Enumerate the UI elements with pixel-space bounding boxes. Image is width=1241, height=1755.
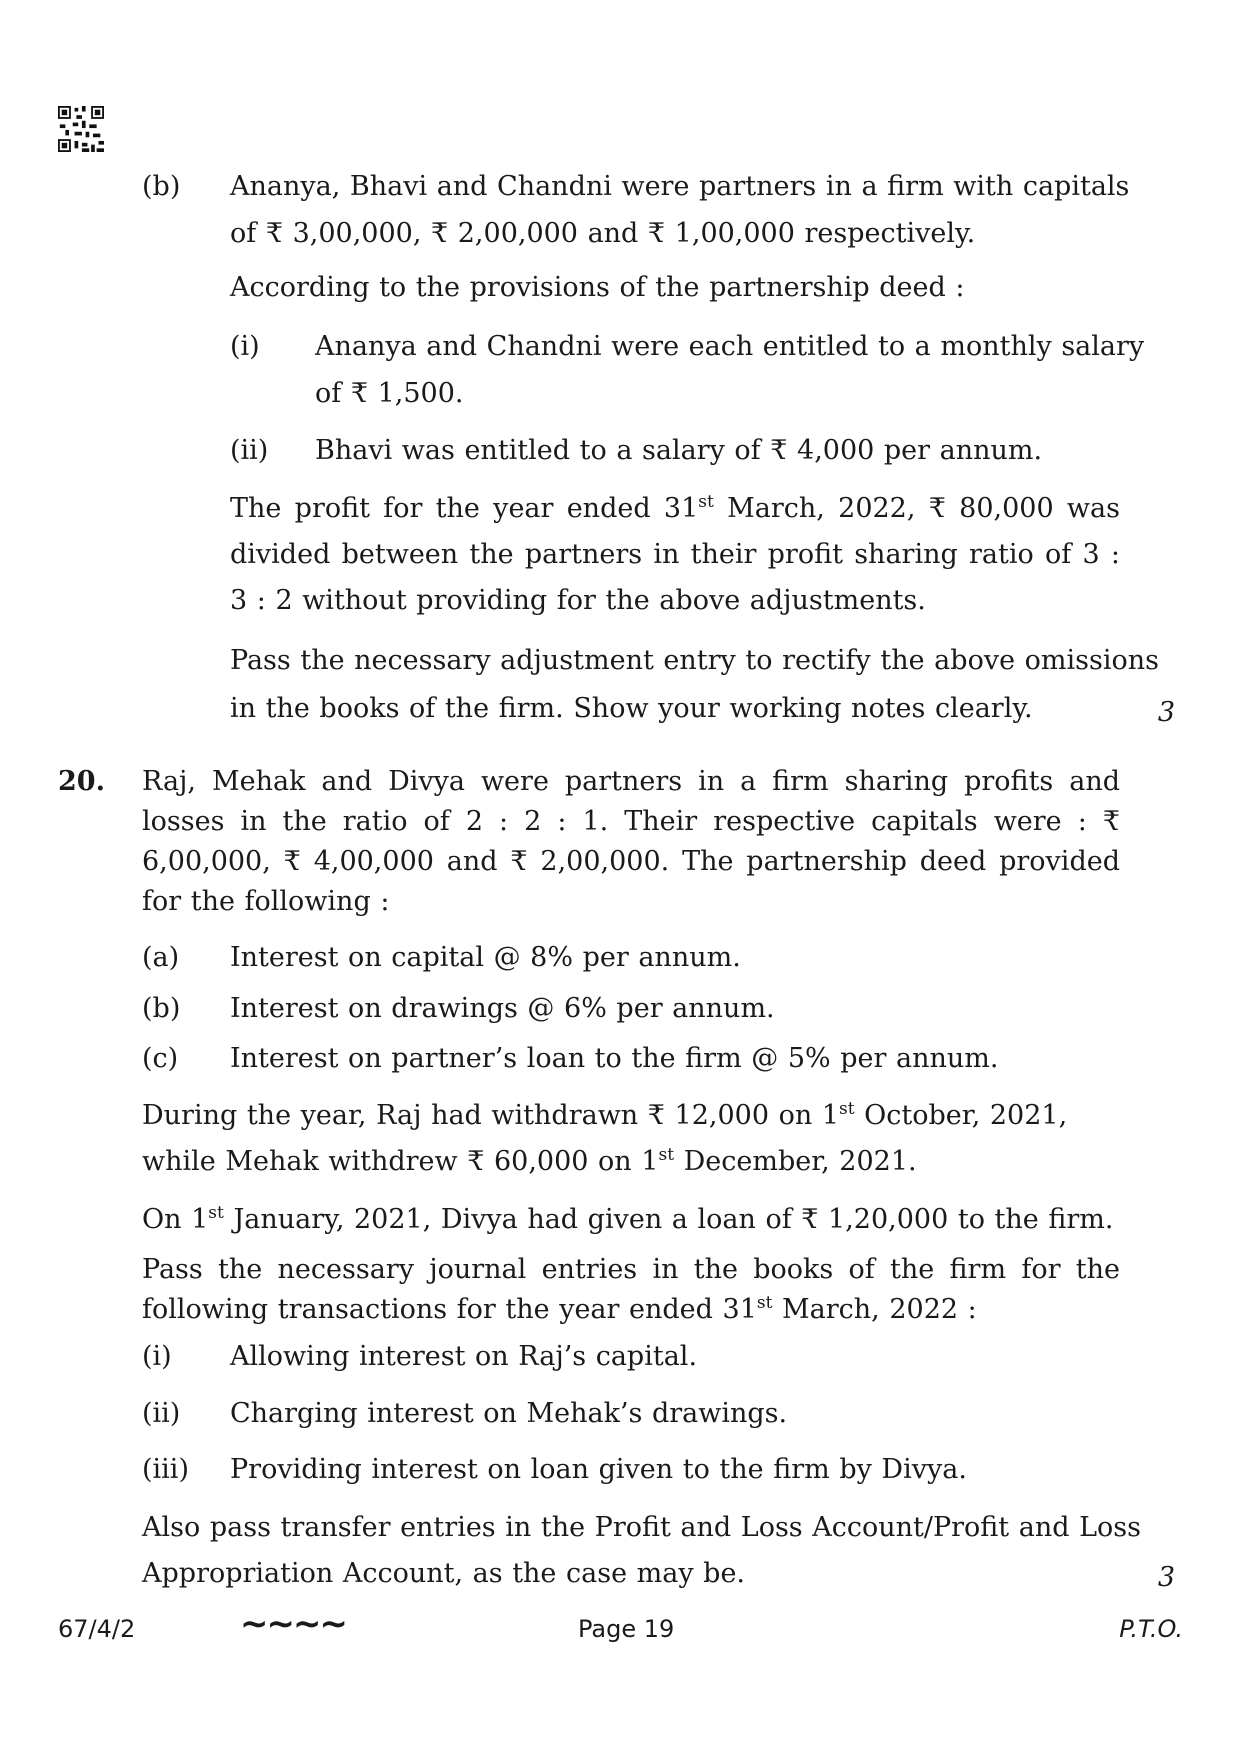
loan-text-1: On 1 — [142, 1204, 209, 1235]
part-b-line-2: of ₹ 3,00,000, ₹ 2,00,000 and ₹ 1,00,000 respectively. — [230, 218, 976, 249]
drawings-sup-2: st — [658, 1145, 675, 1165]
part-b-line-1: Ananya, Bhavi and Chandni were partners in a firm with capitals — [230, 171, 1130, 202]
q20-intro: Raj, Mehak and Divya were partners in a firm sharing profits and losses in the ratio of 2 : 2 : 1. Their respective capitals were : ₹ 6,00,000, ₹ 4,00,000 and ₹ 2,00,000. The partnership deed provided for the following : — [142, 766, 1120, 917]
drawings-sup-1: st — [839, 1099, 855, 1119]
drawings-text-1: During the year, Raj had withdrawn ₹ 12,000 on 1 — [142, 1100, 839, 1131]
also-line-2: Appropriation Account, as the case may be. — [142, 1558, 746, 1589]
loan-paragraph — [142, 1197, 1113, 1243]
drawings-text-2: October, 2021, while Mehak withdrew ₹ 60,000 on 1 — [142, 1100, 1068, 1177]
provision-ii-text: Bhavi was entitled to a salary of ₹ 4,000 per annum. — [315, 435, 1043, 466]
also-line-1: Also pass transfer entries in the Profit and Loss Account/Profit and Loss — [142, 1512, 1141, 1543]
term-b-label: (b) — [142, 993, 181, 1024]
item-ii-text: Charging interest on Mehak’s drawings. — [230, 1398, 788, 1429]
qr-code-icon — [58, 106, 104, 152]
page-number: Page 19 — [578, 1615, 675, 1643]
pass-text-2: March, 2022 : — [772, 1294, 977, 1325]
profit-sup: st — [698, 492, 714, 512]
provision-i-line-1: Ananya and Chandni were each entitled to a monthly salary — [315, 331, 1145, 362]
provision-ii-label: (ii) — [230, 435, 269, 466]
term-a-text: Interest on capital @ 8% per annum. — [230, 942, 741, 973]
item-iii-label: (iii) — [142, 1454, 189, 1485]
pass-sup: st — [756, 1293, 773, 1313]
part-b-marks: 3 — [1157, 697, 1175, 728]
term-b-text: Interest on drawings @ 6% per annum. — [230, 993, 775, 1024]
pass-text-1: Pass the necessary journal entries in the books of the firm for the following transactions for the year ended 31 — [142, 1254, 1120, 1325]
instruction-line-2: in the books of the firm. Show your working notes clearly. — [230, 693, 1033, 724]
term-c-label: (c) — [142, 1043, 179, 1074]
provision-i-line-2: of ₹ 1,500. — [315, 378, 464, 409]
profit-paragraph — [230, 486, 1120, 624]
pass-paragraph — [142, 1250, 1120, 1330]
provision-i-label: (i) — [230, 331, 260, 362]
drawings-paragraph — [142, 1093, 1120, 1185]
item-i-label: (i) — [142, 1341, 172, 1372]
profit-text-1: The profit for the year ended 31 — [230, 493, 699, 524]
q20-marks: 3 — [1157, 1562, 1175, 1593]
loan-text-2: January, 2021, Divya had given a loan of ₹ 1,20,000 to the firm. — [223, 1204, 1114, 1235]
term-c-text: Interest on partner’s loan to the firm @ 5% per annum. — [230, 1043, 999, 1074]
footer-decoration: ∼∼∼∼ — [240, 1604, 346, 1644]
item-ii-label: (ii) — [142, 1398, 181, 1429]
item-iii-text: Providing interest on loan given to the firm by Divya. — [230, 1454, 967, 1485]
part-b-intro: According to the provisions of the partnership deed : — [230, 272, 965, 303]
item-i-text: Allowing interest on Raj’s capital. — [230, 1341, 698, 1372]
paper-code: 67/4/2 — [58, 1615, 136, 1643]
profit-text-2: March, 2022, ₹ 80,000 was divided between the partners in their profit sharing ratio of 3 : 3 : 2 without providing for the above adjustments. — [230, 493, 1120, 616]
drawings-text-3: December, 2021. — [674, 1146, 917, 1177]
instruction-line-1: Pass the necessary adjustment entry to rectify the above omissions — [230, 645, 1159, 676]
pto-label: P.T.O. — [1119, 1615, 1183, 1643]
loan-sup: st — [208, 1203, 224, 1223]
part-b-label: (b) — [142, 171, 181, 202]
term-a-label: (a) — [142, 942, 180, 973]
question-20-number: 20. — [58, 766, 105, 797]
